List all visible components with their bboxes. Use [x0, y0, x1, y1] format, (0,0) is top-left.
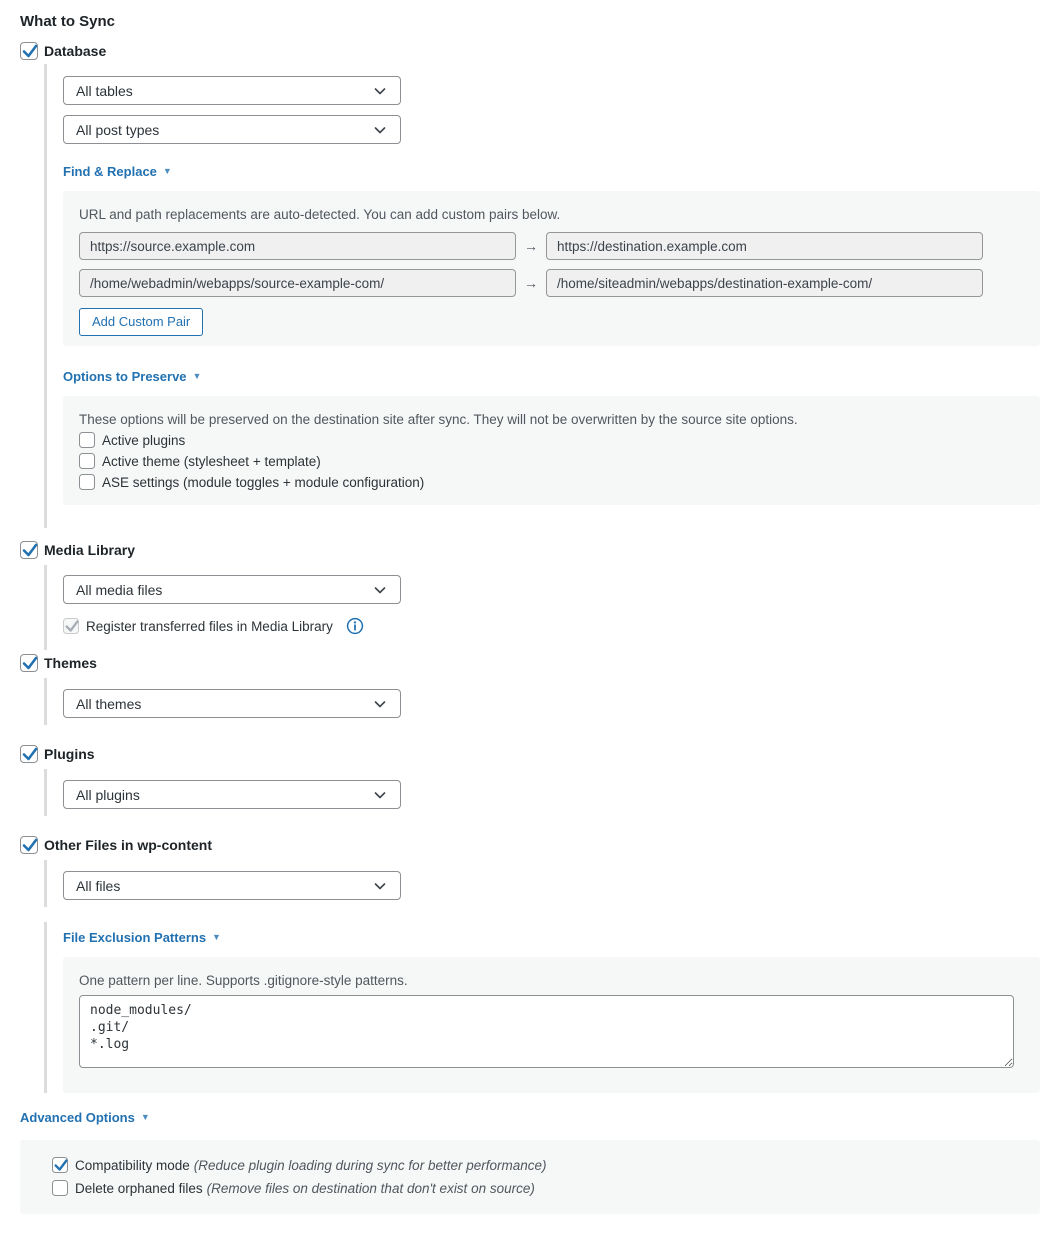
- arrow-right-icon: →: [524, 238, 538, 254]
- check-icon: [63, 617, 81, 635]
- caret-down-icon: ▼: [212, 932, 221, 942]
- delete-orphaned-note: (Remove files on destination that don't exist on source): [206, 1180, 535, 1196]
- plugins-select-value: All plugins: [76, 786, 140, 803]
- ase-settings-checkbox[interactable]: [79, 474, 95, 490]
- ase-settings-label: ASE settings (module toggles + module configuration): [102, 474, 425, 490]
- themes-select-value: All themes: [76, 695, 142, 712]
- chevron-down-icon: [372, 787, 388, 803]
- chevron-down-icon: [372, 122, 388, 138]
- advanced-options-toggle[interactable]: Advanced Options ▼: [20, 1110, 150, 1125]
- themes-label: Themes: [44, 655, 97, 671]
- options-to-preserve-toggle[interactable]: Options to Preserve ▼: [63, 369, 202, 384]
- plugins-label: Plugins: [44, 746, 95, 762]
- register-files-label: Register transferred files in Media Library: [86, 618, 333, 634]
- info-icon[interactable]: [346, 617, 364, 635]
- destination-path-input[interactable]: [546, 269, 983, 297]
- find-replace-panel: [63, 191, 1040, 346]
- page-title: What to Sync: [20, 13, 116, 30]
- delete-orphaned-label: Delete orphaned files (Remove files on destination that don't exist on source): [75, 1180, 535, 1196]
- compatibility-mode-note: (Reduce plugin loading during sync for better performance): [193, 1157, 547, 1173]
- file-exclusion-toggle[interactable]: File Exclusion Patterns ▼: [63, 930, 221, 945]
- delete-orphaned-row: [52, 1180, 1024, 1196]
- source-url-input[interactable]: [79, 232, 516, 260]
- advanced-options-panel: [20, 1140, 1040, 1214]
- compatibility-mode-checkbox[interactable]: [52, 1157, 68, 1173]
- destination-url-input[interactable]: [546, 232, 983, 260]
- media-library-subsection: [44, 565, 1040, 650]
- database-checkbox[interactable]: [20, 42, 38, 60]
- preserve-option-row: [79, 432, 1024, 448]
- chevron-down-icon: [372, 83, 388, 99]
- check-icon: [52, 1156, 70, 1174]
- chevron-down-icon: [372, 878, 388, 894]
- active-theme-label: Active theme (stylesheet + template): [102, 453, 321, 469]
- check-icon: [20, 41, 40, 61]
- media-files-select[interactable]: [63, 575, 401, 604]
- themes-section-row: [20, 654, 1040, 672]
- find-replace-description: URL and path replacements are auto-detected. You can add custom pairs below.: [79, 207, 561, 222]
- register-files-row: [63, 617, 1040, 635]
- source-path-input[interactable]: [79, 269, 516, 297]
- files-select[interactable]: [63, 871, 401, 900]
- compatibility-mode-label: Compatibility mode (Reduce plugin loading during sync for better performance): [75, 1157, 547, 1173]
- replacement-pair-row: [79, 269, 1024, 297]
- active-theme-checkbox[interactable]: [79, 453, 95, 469]
- delete-orphaned-checkbox[interactable]: [52, 1180, 68, 1196]
- tables-select-value: All tables: [76, 82, 133, 99]
- themes-subsection: [44, 678, 1040, 725]
- compatibility-mode-row: [52, 1157, 1024, 1173]
- media-files-select-value: All media files: [76, 581, 163, 598]
- files-select-value: All files: [76, 877, 121, 894]
- chevron-down-icon: [372, 582, 388, 598]
- exclusion-patterns-textarea[interactable]: [79, 995, 1014, 1068]
- database-label: Database: [44, 43, 107, 59]
- check-icon: [20, 744, 40, 764]
- file-exclusion-subsection: [44, 922, 1040, 1093]
- other-files-section-row: [20, 836, 1040, 854]
- preserve-option-row: [79, 453, 1024, 469]
- register-files-checkbox: [63, 618, 79, 634]
- database-section-row: [20, 42, 1040, 60]
- options-to-preserve-panel: [63, 396, 1040, 505]
- plugins-subsection: [44, 769, 1040, 816]
- chevron-down-icon: [372, 696, 388, 712]
- add-custom-pair-button[interactable]: Add Custom Pair: [79, 308, 203, 336]
- check-icon: [20, 835, 40, 855]
- media-library-label: Media Library: [44, 542, 136, 558]
- other-files-checkbox[interactable]: [20, 836, 38, 854]
- active-plugins-checkbox[interactable]: [79, 432, 95, 448]
- check-icon: [20, 540, 40, 560]
- caret-down-icon: ▼: [192, 371, 202, 381]
- file-exclusion-panel: [63, 957, 1040, 1093]
- tables-select[interactable]: [63, 76, 401, 105]
- themes-checkbox[interactable]: [20, 654, 38, 672]
- themes-select[interactable]: [63, 689, 401, 718]
- other-files-subsection: [44, 860, 1040, 907]
- media-library-checkbox[interactable]: [20, 541, 38, 559]
- caret-down-icon: ▼: [140, 1112, 150, 1122]
- options-preserve-description: These options will be preserved on the destination site after sync. They will not be overwritten by the source site options.: [79, 412, 798, 427]
- database-subsection: [44, 64, 1040, 528]
- plugins-section-row: [20, 745, 1040, 763]
- preserve-option-row: [79, 474, 1024, 490]
- arrow-right-icon: →: [524, 275, 538, 291]
- other-files-label: Other Files in wp-content: [44, 837, 213, 853]
- post-types-select-value: All post types: [76, 121, 160, 138]
- plugins-checkbox[interactable]: [20, 745, 38, 763]
- post-types-select[interactable]: [63, 115, 401, 144]
- media-library-section-row: [20, 541, 1040, 559]
- replacement-pair-row: [79, 232, 1024, 260]
- check-icon: [20, 653, 40, 673]
- plugins-select[interactable]: [63, 780, 401, 809]
- caret-down-icon: ▼: [162, 166, 172, 176]
- active-plugins-label: Active plugins: [102, 432, 186, 448]
- find-replace-toggle[interactable]: Find & Replace ▼: [63, 164, 172, 179]
- file-exclusion-description: One pattern per line. Supports .gitignore-style patterns.: [79, 973, 408, 988]
